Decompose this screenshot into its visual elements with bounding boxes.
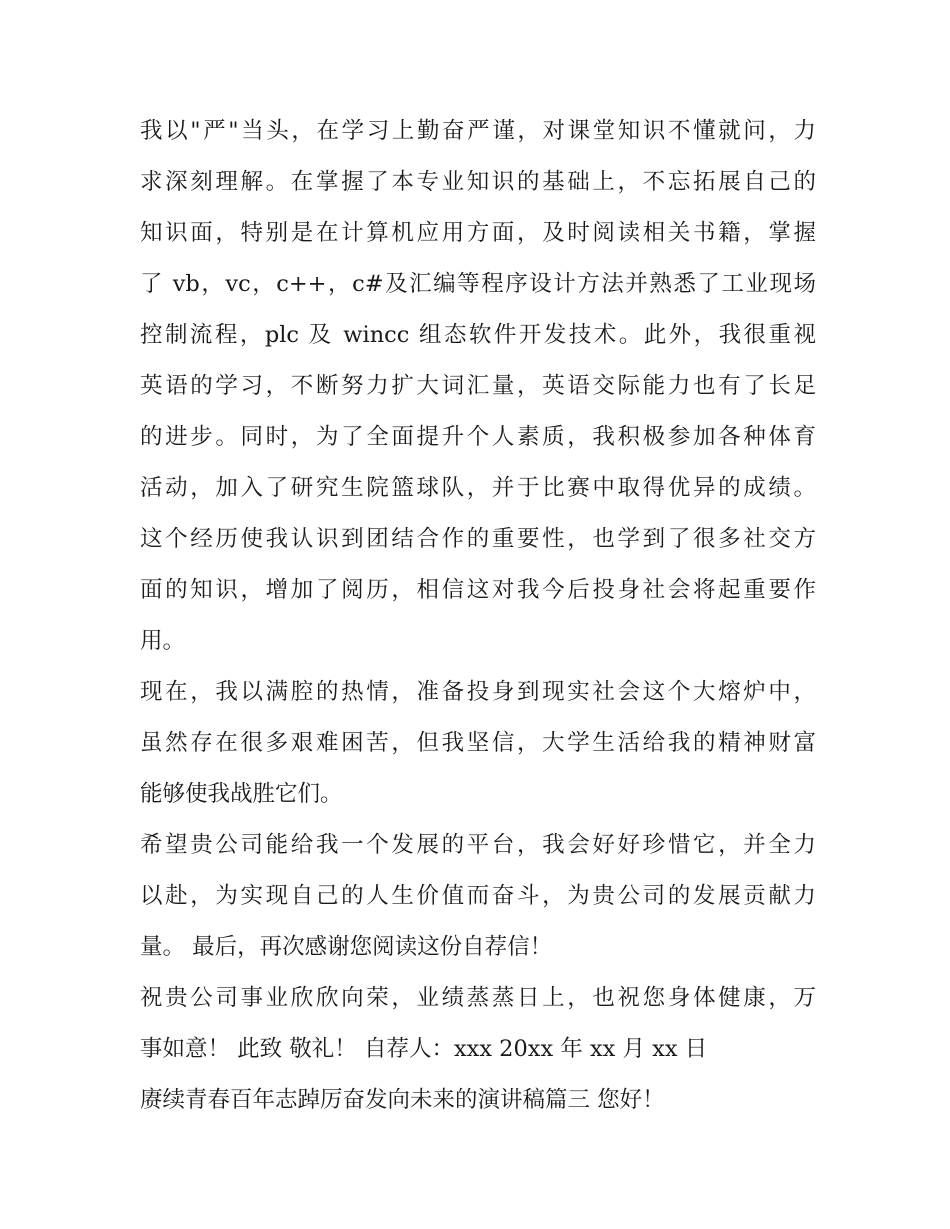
text-line: 活动，加入了研究生院篮球队，并于比赛中取得优异的成绩。	[140, 475, 816, 501]
text-line: 虽然存在很多艰难困苦，但我坚信，大学生活给我的精神财富	[140, 730, 816, 756]
text-line: 祝贵公司事业欣欣向荣，业绩蒸蒸日上，也祝您身体健康，万	[140, 985, 816, 1011]
text-line: 了 vb，vc，c++，c#及汇编等程序设计方法并熟悉了工业现场	[140, 271, 816, 297]
document-body	[140, 106, 816, 1126]
text-line: 知识面，特别是在计算机应用方面，及时阅读相关书籍，掌握	[140, 220, 816, 246]
text-line: 英语的学习，不断努力扩大词汇量，英语交际能力也有了长足	[140, 373, 816, 399]
text-line: 能够使我战胜它们。	[140, 781, 343, 807]
text-line: 这个经历使我认识到团结合作的重要性，也学到了很多社交方	[140, 526, 816, 552]
text-line: 控制流程，plc 及 wincc 组态软件开发技术。此外，我很重视	[140, 322, 816, 348]
text-line: 用。	[140, 628, 186, 654]
text-line: 面的知识，增加了阅历，相信这对我今后投身社会将起重要作	[140, 577, 816, 603]
text-line: 以赴，为实现自己的人生价值而奋斗，为贵公司的发展贡献力	[140, 883, 816, 909]
text-line: 求深刻理解。在掌握了本专业知识的基础上，不忘拓展自己的	[140, 169, 816, 195]
text-line: 事如意！ 此致 敬礼！ 自荐人：xxx 20xx 年 xx 月 xx 日	[140, 1036, 708, 1062]
text-line: 现在，我以满腔的热情，准备投身到现实社会这个大熔炉中，	[140, 679, 816, 705]
text-line: 我以"严"当头，在学习上勤奋严谨，对课堂知识不懂就问，力	[140, 118, 816, 144]
text-line: 的进步。同时，为了全面提升个人素质，我积极参加各种体育	[140, 424, 816, 450]
text-line: 希望贵公司能给我一个发展的平台，我会好好珍惜它，并全力	[140, 832, 816, 858]
text-line: 量。 最后，再次感谢您阅读这份自荐信！	[140, 934, 553, 960]
text-line: 赓续青春百年志踔厉奋发向未来的演讲稿篇三 您好！	[140, 1087, 665, 1113]
